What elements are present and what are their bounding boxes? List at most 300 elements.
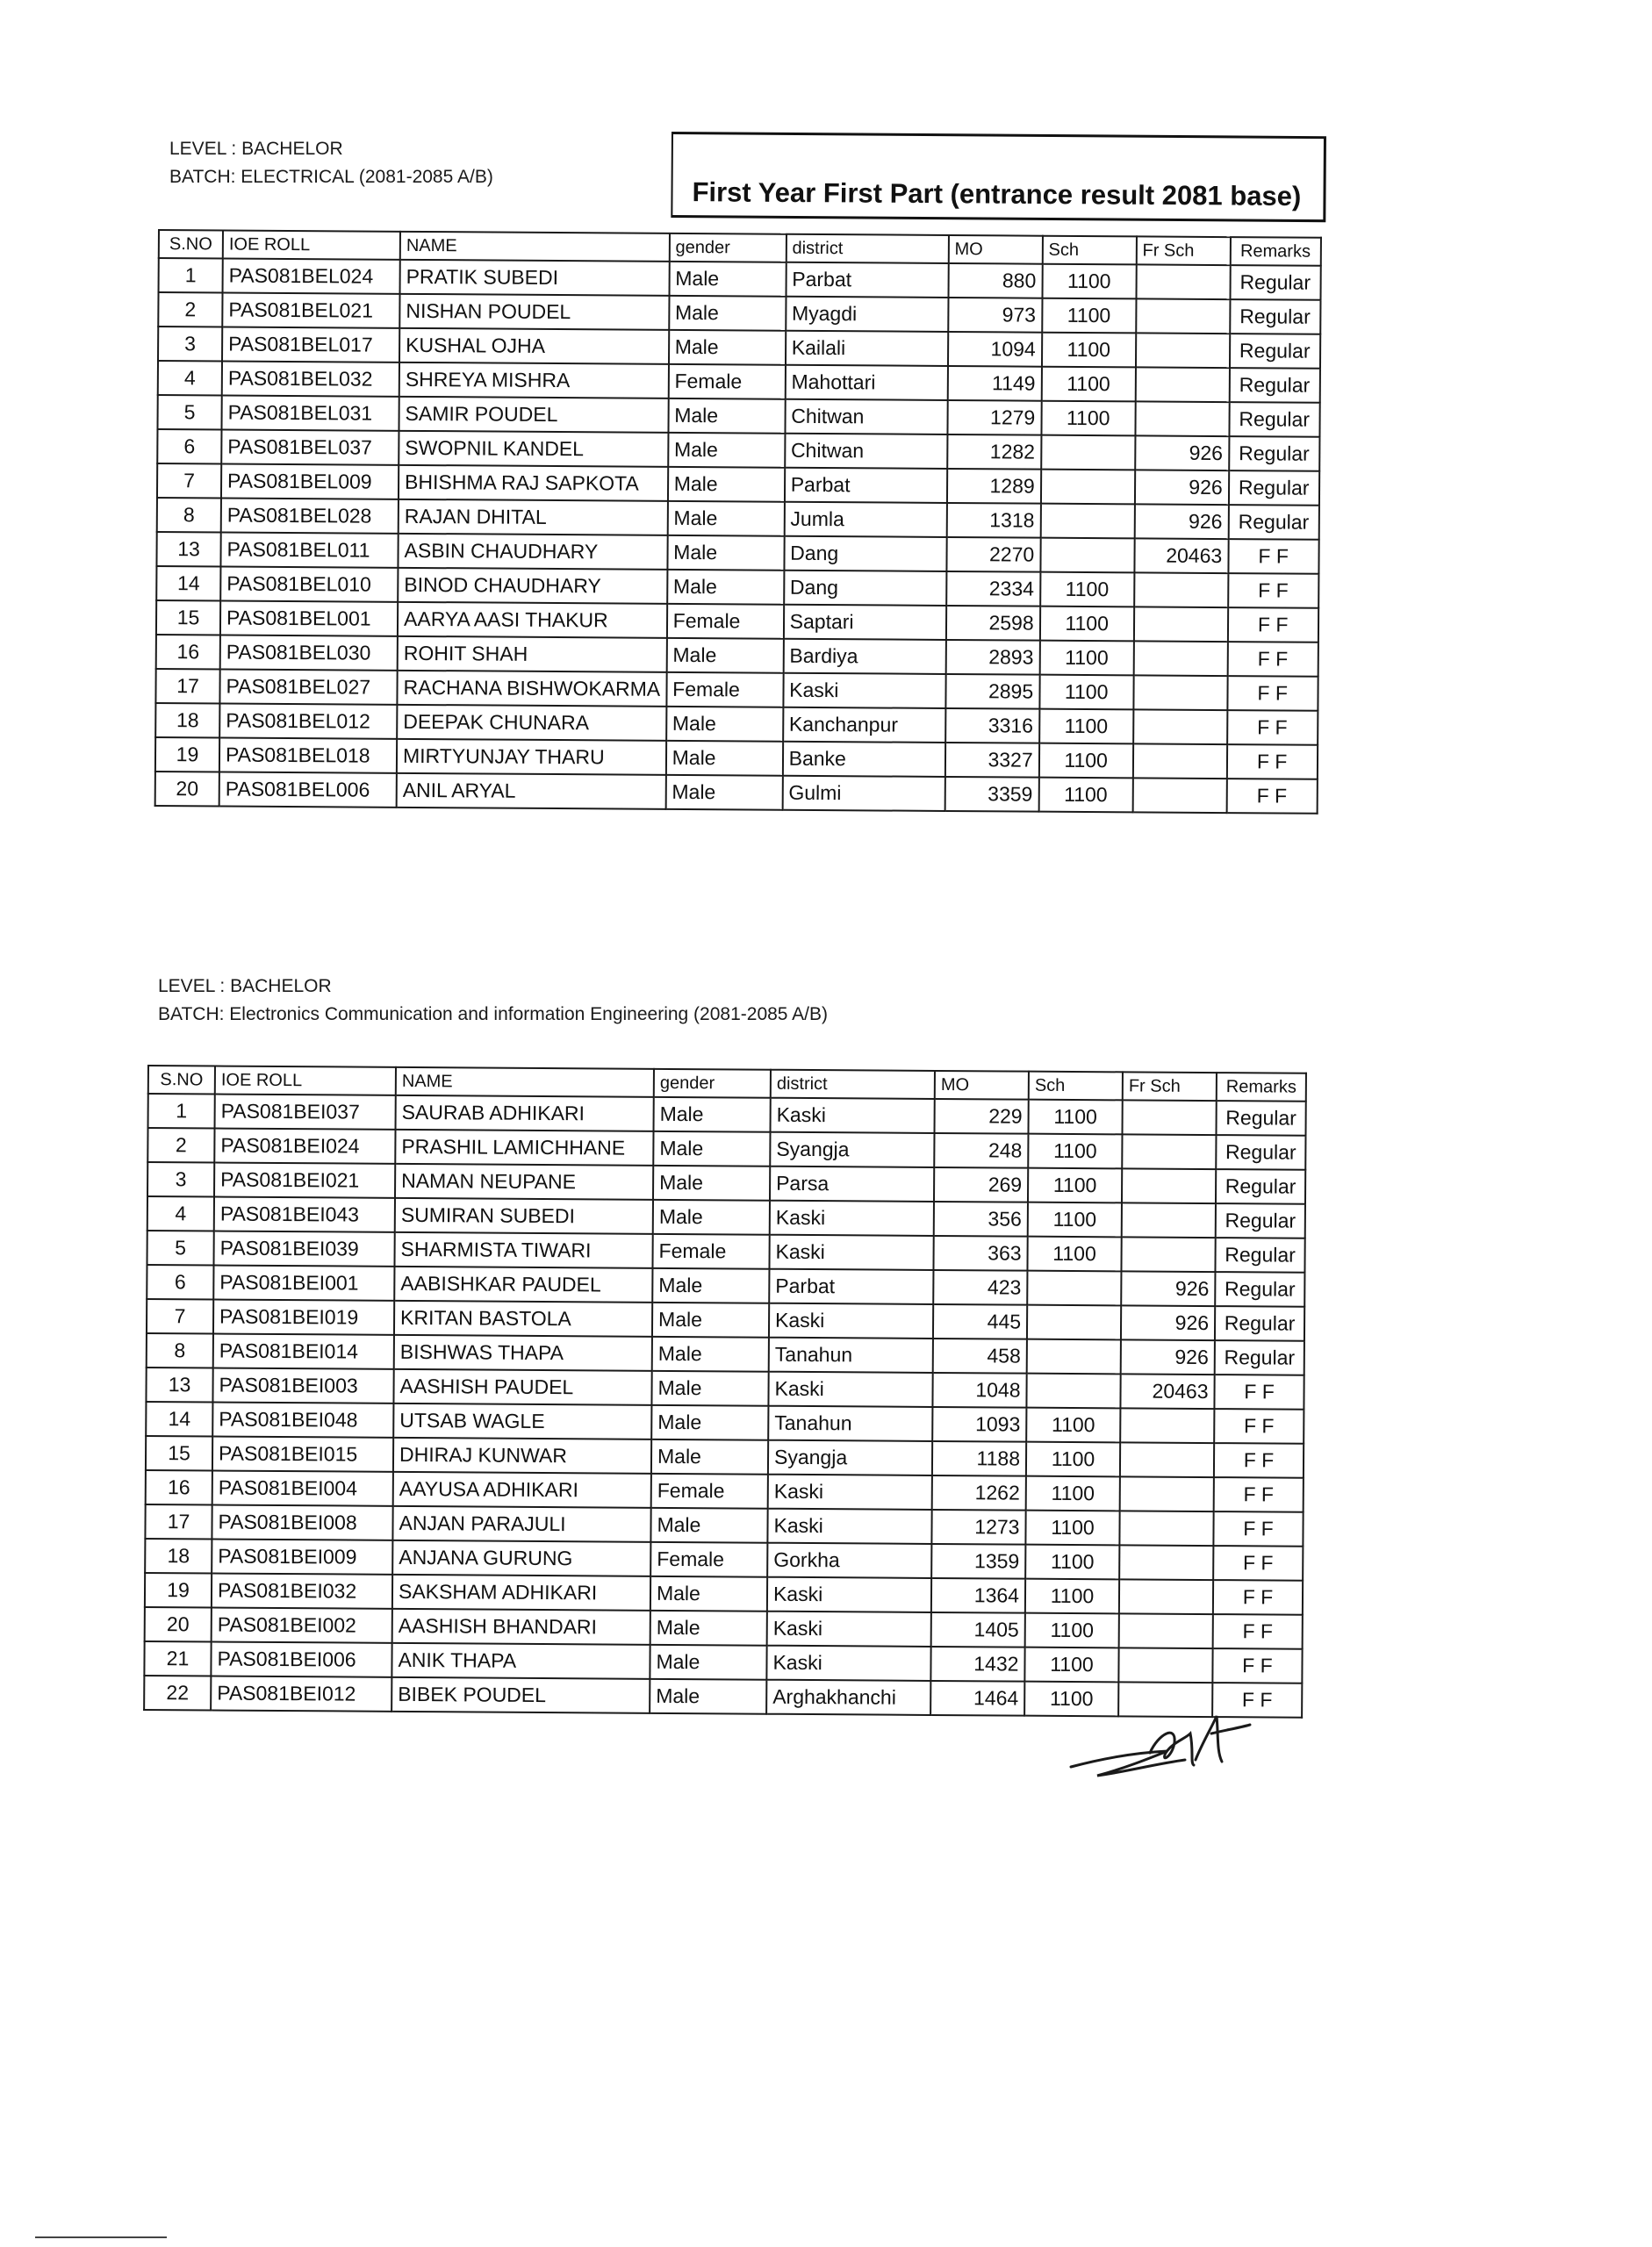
cell-remarks: F F [1228,539,1318,574]
cell-fr-sch [1121,1237,1215,1272]
cell-mo: 1188 [932,1441,1026,1476]
cell-mo: 1282 [947,434,1041,470]
cell-sch [1040,538,1134,573]
cell-fr-sch: 926 [1135,435,1229,470]
cell-sno: 14 [146,1402,212,1437]
cell-name: AARYA AASI THAKUR [398,602,667,638]
cell-name: DEEPAK CHUNARA [397,705,666,741]
cell-remarks: F F [1227,744,1318,779]
cell-sno: 20 [155,772,219,806]
cell-sno: 21 [144,1641,211,1676]
cell-sch: 1100 [1042,264,1136,299]
cell-district: Kaski [766,1646,930,1681]
cell-fr-sch [1120,1408,1214,1443]
cell-fr-sch [1136,264,1230,299]
col-sno: S.NO [148,1066,215,1095]
col-name: NAME [396,1067,654,1097]
cell-ioe-roll: PAS081BEI006 [211,1641,391,1676]
cell-sno: 8 [157,498,221,532]
cell-sno: 13 [156,532,220,566]
cell-mo: 1318 [946,503,1040,538]
cell-sch: 1100 [1039,641,1133,676]
col-district: district [771,1070,935,1099]
cell-remarks: Regular [1230,334,1320,369]
col-fr-sch: Fr Sch [1123,1072,1217,1101]
cell-sno: 3 [147,1162,214,1197]
cell-district: Mahottari [785,365,947,400]
cell-district: Parbat [786,262,948,298]
cell-remarks: F F [1226,779,1317,814]
cell-remarks: Regular [1215,1340,1304,1375]
cell-fr-sch [1122,1100,1216,1135]
cell-ioe-roll: PAS081BEL031 [221,395,399,430]
batch-1-title: BATCH: ELECTRICAL (2081-2085 A/B) [169,167,493,187]
cell-district: Syangja [768,1440,932,1475]
cell-gender: Male [667,570,784,605]
cell-sch [1041,435,1135,470]
cell-district: Kanchanpur [783,707,945,743]
cell-mo: 880 [948,263,1042,298]
cell-gender: Female [652,1234,769,1269]
cell-remarks: Regular [1215,1238,1304,1273]
cell-remarks: Regular [1215,1306,1304,1341]
cell-fr-sch [1132,778,1226,813]
cell-sno: 15 [146,1436,212,1471]
cell-mo: 2893 [945,640,1039,675]
cell-gender: Female [666,672,783,707]
batch-1-level: LEVEL : BACHELOR [169,139,343,159]
cell-ioe-roll: PAS081BEI009 [212,1539,392,1574]
cell-sch [1027,1305,1121,1340]
cell-district: Parsa [770,1167,934,1202]
cell-sno: 4 [158,361,222,395]
cell-sno: 16 [146,1470,212,1505]
col-gender: gender [654,1069,771,1098]
cell-sch [1026,1374,1120,1409]
cell-mo: 2895 [945,674,1039,709]
cell-sno: 15 [156,600,220,635]
cell-district: Banke [783,742,945,777]
cell-fr-sch: 926 [1121,1339,1215,1375]
cell-name: PRATIK SUBEDI [400,260,670,296]
cell-district: Kaski [769,1235,933,1270]
cell-name: ANJAN PARAJULI [392,1506,650,1542]
cell-fr-sch [1133,743,1227,779]
cell-district: Bardiya [783,639,945,674]
cell-fr-sch: 926 [1121,1271,1215,1306]
cell-name: ASBIN CHAUDHARY [398,534,667,570]
cell-sno: 18 [155,703,219,737]
cell-name: BIBEK POUDEL [391,1677,650,1713]
cell-ioe-roll: PAS081BEL030 [220,635,398,670]
cell-name: KUSHAL OJHA [399,328,669,364]
electronics-result-table [143,1065,1307,1719]
cell-remarks: Regular [1216,1101,1305,1136]
cell-mo: 445 [933,1304,1027,1339]
cell-remarks: Regular [1229,436,1319,471]
cell-ioe-roll: PAS081BEI021 [214,1163,395,1198]
cell-ioe-roll: PAS081BEI003 [212,1368,393,1403]
cell-sno: 20 [145,1607,212,1642]
cell-ioe-roll: PAS081BEL012 [219,703,397,738]
cell-fr-sch [1119,1511,1213,1546]
cell-mo: 1149 [947,366,1041,401]
cell-name: SAMIR POUDEL [399,397,668,433]
cell-fr-sch [1133,709,1227,744]
cell-name: SAKSHAM ADHIKARI [392,1575,650,1611]
cell-sch: 1100 [1028,1168,1122,1203]
cell-name: ANJANA GURUNG [392,1540,650,1576]
cell-remarks: F F [1214,1443,1304,1478]
cell-sch [1027,1339,1121,1375]
cell-sch [1041,470,1135,505]
cell-district: Gorkha [767,1543,931,1578]
cell-gender: Male [652,1303,769,1338]
cell-district: Kaski [771,1098,935,1133]
cell-name: DHIRAJ KUNWAR [393,1438,651,1474]
cell-sno: 17 [155,669,219,703]
cell-sch: 1100 [1040,607,1134,642]
cell-fr-sch [1119,1579,1213,1614]
cell-name: MIRTYUNJAY THARU [397,739,666,775]
cell-district: Kaski [768,1372,932,1407]
cell-mo: 1262 [932,1475,1026,1511]
cell-remarks: Regular [1216,1169,1305,1204]
cell-ioe-roll: PAS081BEL027 [219,669,397,704]
cell-sch: 1100 [1029,1100,1123,1135]
cell-sno: 1 [148,1094,215,1129]
cell-remarks: Regular [1230,265,1320,300]
cell-sch: 1100 [1025,1579,1119,1614]
cell-name: UTSAB WAGLE [393,1403,651,1439]
cell-gender: Male [653,1131,770,1167]
col-sch: Sch [1042,236,1136,265]
cell-district: Tanahun [768,1406,932,1441]
col-mo: MO [948,235,1042,264]
cell-mo: 1364 [931,1578,1025,1613]
cell-gender: Male [652,1268,769,1303]
cell-gender: Male [654,1097,771,1132]
cell-name: ANIK THAPA [391,1643,650,1679]
cell-gender: Male [653,1166,770,1201]
cell-district: Tanahun [769,1338,933,1373]
cell-sno: 16 [156,635,220,669]
cell-gender: Male [668,467,785,502]
cell-district: Syangja [770,1132,934,1167]
cell-remarks: F F [1214,1409,1304,1444]
cell-name: RAJAN DHITAL [399,499,668,535]
cell-district: Dang [784,571,946,606]
cell-fr-sch: 20463 [1134,538,1228,573]
cell-sch: 1100 [1040,572,1134,607]
cell-name: SAURAB ADHIKARI [396,1095,654,1131]
cell-gender: Male [669,262,786,297]
cell-district: Chitwan [785,399,947,434]
cell-sno: 1 [159,258,223,292]
cell-fr-sch [1122,1134,1216,1169]
cell-district: Arghakhanchi [766,1680,930,1715]
cell-mo: 1093 [932,1407,1026,1442]
cell-remarks: F F [1213,1614,1303,1649]
cell-mo: 1273 [931,1510,1025,1545]
cell-sch: 1100 [1028,1202,1122,1238]
cell-mo: 2270 [946,537,1040,572]
batch-2-level: LEVEL : BACHELOR [158,976,332,996]
cell-ioe-roll: PAS081BEI001 [213,1266,394,1301]
cell-name: SUMIRAN SUBEDI [395,1198,653,1234]
cell-name: BISHWAS THAPA [394,1335,652,1371]
cell-ioe-roll: PAS081BEI032 [212,1573,392,1608]
cell-ioe-roll: PAS081BEI014 [213,1334,394,1369]
cell-sch: 1100 [1025,1545,1119,1580]
cell-remarks: Regular [1216,1135,1305,1170]
cell-remarks: F F [1227,676,1318,711]
cell-sno: 17 [145,1504,212,1540]
cell-fr-sch: 926 [1121,1305,1215,1340]
col-mo: MO [935,1071,1029,1100]
cell-fr-sch [1119,1613,1213,1648]
cell-ioe-roll: PAS081BEI024 [214,1129,395,1164]
cell-gender: Male [666,638,783,673]
cell-gender: Male [669,296,786,331]
cell-gender: Male [650,1576,767,1612]
cell-mo: 1094 [948,332,1042,367]
cell-sch: 1100 [1041,367,1135,402]
cell-mo: 229 [935,1099,1029,1134]
cell-remarks: F F [1214,1477,1304,1512]
cell-ioe-roll: PAS081BEL009 [221,463,399,499]
signature-icon [1062,1698,1273,1786]
col-sno: S.NO [159,230,223,258]
cell-sno: 2 [158,292,222,327]
cell-mo: 2598 [946,606,1040,641]
cell-mo: 1048 [932,1373,1026,1408]
cell-mo: 1432 [930,1647,1024,1682]
col-gender: gender [669,233,786,262]
cell-gender: Female [650,1542,767,1577]
cell-gender: Female [651,1474,768,1509]
cell-name: SHREYA MISHRA [399,363,669,398]
cell-sch: 1100 [1026,1442,1120,1477]
cell-district: Saptari [784,605,946,640]
cell-ioe-roll: PAS081BEL001 [220,600,398,635]
cell-ioe-roll: PAS081BEI019 [213,1300,394,1335]
document-title-box [671,132,1326,222]
cell-remarks: F F [1213,1511,1303,1547]
cell-sno: 13 [146,1368,212,1403]
cell-name: ROHIT SHAH [398,636,667,672]
cell-fr-sch [1119,1545,1213,1580]
cell-ioe-roll: PAS081BEI015 [212,1437,393,1472]
cell-district: Kaski [767,1577,931,1612]
cell-gender: Male [650,1508,767,1543]
cell-district: Kaski [769,1303,933,1339]
cell-fr-sch [1120,1442,1214,1477]
cell-sno: 5 [147,1231,213,1266]
cell-ioe-roll: PAS081BEI012 [211,1676,391,1711]
cell-ioe-roll: PAS081BEI048 [212,1403,393,1438]
cell-district: Kaski [783,673,945,708]
cell-mo: 1464 [930,1681,1024,1716]
cell-mo: 363 [933,1236,1027,1271]
cell-sch: 1100 [1039,743,1133,779]
cell-ioe-roll: PAS081BEL021 [222,292,399,327]
cell-name: NAMAN NEUPANE [395,1164,653,1200]
cell-ioe-roll: PAS081BEL011 [220,532,398,567]
cell-fr-sch [1134,607,1228,642]
cell-fr-sch [1136,298,1230,334]
batch-1-header [169,135,493,191]
cell-sch [1027,1271,1121,1306]
cell-sno: 4 [147,1196,214,1231]
cell-sch: 1100 [1026,1408,1120,1443]
cell-sch: 1100 [1024,1648,1118,1683]
footer-rule [35,2236,167,2238]
cell-remarks: F F [1227,710,1318,745]
cell-ioe-roll: PAS081BEL006 [219,772,397,807]
cell-name: SWOPNIL KANDEL [399,431,668,467]
cell-ioe-roll: PAS081BEI004 [212,1471,393,1506]
cell-fr-sch [1118,1648,1212,1683]
cell-remarks: Regular [1229,402,1319,437]
cell-gender: Female [668,364,785,399]
col-ioe-roll: IOE ROLL [215,1066,396,1095]
col-sch: Sch [1029,1072,1123,1101]
cell-gender: Male [653,1200,770,1235]
cell-district: Parbat [769,1269,933,1304]
cell-mo: 356 [934,1202,1028,1237]
cell-fr-sch [1135,367,1229,402]
col-name: NAME [400,232,670,262]
cell-sno: 6 [157,429,221,463]
cell-name: AASHISH BHANDARI [392,1609,650,1645]
col-remarks: Remarks [1217,1073,1306,1102]
document-title: First Year First Part (entrance result 2081 base) [692,176,1302,212]
electrical-result-table [154,229,1322,815]
cell-ioe-roll: PAS081BEI008 [212,1504,392,1540]
cell-fr-sch [1134,572,1228,607]
cell-name: KRITAN BASTOLA [394,1301,652,1337]
cell-fr-sch [1135,401,1229,436]
cell-name: AAYUSA ADHIKARI [393,1472,651,1508]
cell-sch: 1100 [1042,298,1136,334]
col-fr-sch: Fr Sch [1136,236,1230,265]
cell-gender: Male [666,741,783,776]
cell-gender: Male [651,1439,768,1475]
cell-sno: 3 [158,327,222,361]
cell-name: AABISHKAR PAUDEL [394,1267,652,1303]
cell-mo: 3316 [945,708,1039,743]
cell-ioe-roll: PAS081BEI043 [214,1197,395,1232]
cell-gender: Male [668,433,785,468]
cell-district: Parbat [785,468,947,503]
cell-name: PRASHIL LAMICHHANE [395,1130,653,1166]
cell-gender: Male [667,535,784,571]
cell-sno: 19 [145,1573,212,1608]
cell-remarks: F F [1213,1546,1303,1581]
cell-ioe-roll: PAS081BEL010 [220,566,398,601]
cell-sch: 1100 [1039,709,1133,744]
cell-district: Kaski [767,1509,931,1544]
cell-fr-sch [1122,1168,1216,1203]
cell-ioe-roll: PAS081BEL017 [222,327,399,362]
cell-ioe-roll: PAS081BEL032 [222,361,399,396]
cell-gender: Male [650,1611,767,1646]
cell-district: Kaski [770,1201,934,1236]
cell-mo: 3359 [945,777,1038,812]
cell-remarks: F F [1228,573,1318,608]
cell-sch: 1100 [1028,1134,1122,1169]
cell-fr-sch: 926 [1135,470,1229,505]
batch-2-title: BATCH: Electronics Communication and information Engineering (2081-2085 A/B) [158,1004,828,1024]
cell-mo: 269 [934,1167,1028,1202]
cell-ioe-roll: PAS081BEI002 [212,1607,392,1642]
cell-fr-sch: 926 [1134,504,1228,539]
cell-fr-sch [1136,333,1230,368]
cell-sno: 22 [144,1676,211,1711]
electronics-table-body [144,1094,1306,1718]
cell-sch: 1100 [1025,1613,1119,1648]
cell-gender: Male [668,398,785,434]
cell-sno: 7 [157,463,221,498]
cell-gender: Male [666,707,783,742]
cell-sch: 1100 [1025,1511,1119,1546]
cell-mo: 423 [933,1270,1027,1305]
col-district: district [786,234,948,263]
cell-ioe-roll: PAS081BEL037 [221,429,399,464]
cell-sch: 1100 [1039,675,1133,710]
cell-name: RACHANA BISHWOKARMA [397,671,666,707]
cell-sno: 19 [155,737,219,772]
cell-gender: Male [667,501,784,536]
cell-remarks: Regular [1216,1203,1305,1238]
cell-name: NISHAN POUDEL [399,294,669,330]
cell-district: Kailali [786,331,948,366]
cell-sno: 7 [147,1299,213,1334]
cell-gender: Male [669,330,786,365]
cell-remarks: Regular [1229,470,1319,506]
batch-2-header [158,973,828,1029]
cell-gender: Male [652,1337,769,1372]
cell-mo: 973 [948,298,1042,333]
cell-remarks: F F [1227,642,1318,677]
cell-gender: Male [650,1679,766,1714]
cell-fr-sch [1133,641,1227,676]
cell-remarks: Regular [1228,505,1318,540]
cell-gender: Male [665,775,782,810]
cell-sno: 6 [147,1265,213,1300]
cell-sch: 1100 [1024,1682,1118,1717]
cell-sno: 18 [145,1539,212,1574]
cell-fr-sch [1120,1476,1214,1511]
cell-sch: 1100 [1038,778,1132,813]
cell-sch: 1100 [1041,401,1135,436]
cell-sno: 5 [157,395,221,429]
cell-sno: 2 [147,1128,214,1163]
cell-name: BINOD CHAUDHARY [398,568,667,604]
cell-district: Myagdi [786,297,948,332]
cell-remarks: F F [1212,1683,1302,1718]
cell-fr-sch: 20463 [1120,1374,1214,1409]
cell-sch: 1100 [1027,1237,1121,1272]
cell-gender: Male [651,1405,768,1440]
cell-mo: 3327 [945,743,1039,778]
cell-district: Kaski [768,1475,932,1510]
cell-ioe-roll: PAS081BEL018 [219,737,397,772]
cell-sch: 1100 [1026,1476,1120,1511]
cell-ioe-roll: PAS081BEL024 [223,258,400,293]
cell-mo: 1405 [931,1612,1025,1648]
